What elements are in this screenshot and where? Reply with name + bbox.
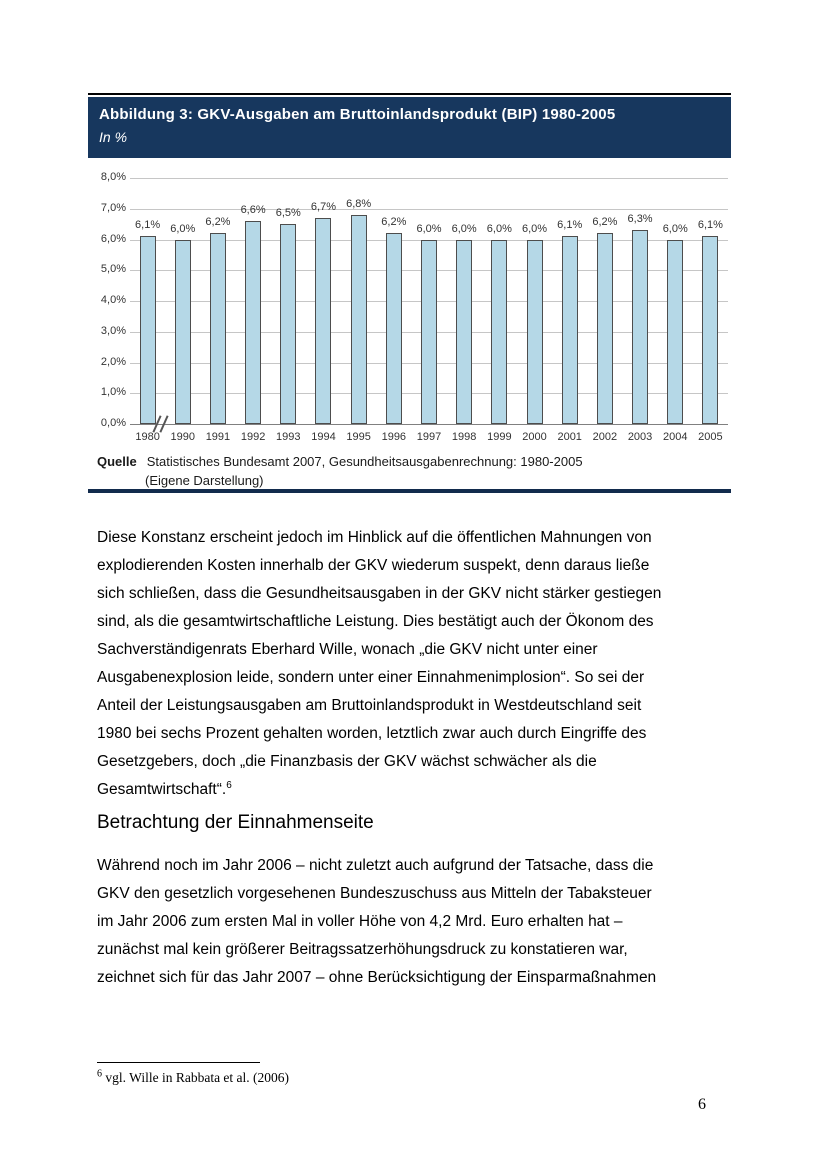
- figure-bottom-rule: [88, 489, 731, 493]
- bar-value-label: 6,0%: [451, 222, 477, 235]
- bar-1991: [210, 233, 226, 424]
- body-text-line: Sachverständigenrats Eberhard Wille, wonach „die GKV nicht unter einer: [97, 641, 598, 658]
- x-axis-tick-label: 1993: [276, 431, 301, 443]
- bar-2002: [597, 233, 613, 424]
- footnote: [97, 1070, 289, 1086]
- source-text-line1: Statistisches Bundesamt 2007, Gesundheitsausgabenrechnung: 1980-2005: [146, 454, 583, 469]
- body-text-line: Anteil der Leistungsausgaben am Bruttoinlandsprodukt in Westdeutschland seit: [97, 697, 642, 714]
- body-text-line: Diese Konstanz erscheint jedoch im Hinblick auf die öffentlichen Mahnungen von: [97, 529, 652, 546]
- bar-value-label: 6,1%: [135, 219, 161, 232]
- x-axis-tick-label: 1996: [381, 431, 407, 443]
- figure-title: Abbildung 3: GKV-Ausgaben am Bruttoinlandsprodukt (BIP) 1980-2005: [99, 106, 616, 123]
- y-axis-tick-label: 5,0%: [100, 263, 126, 276]
- y-axis-tick-label: 8,0%: [100, 171, 126, 183]
- footnote-text: vgl. Wille in Rabbata et al. (2006): [105, 1070, 290, 1085]
- gridline: [130, 178, 728, 179]
- y-axis-tick-label: 6,0%: [100, 232, 126, 245]
- body-text-line: zeichnet sich für das Jahr 2007 – ohne Berücksichtigung der Einsparmaßnahmen: [97, 969, 657, 986]
- footnote-marker: 6: [97, 1068, 102, 1080]
- bar-value-label: 6,1%: [697, 219, 723, 232]
- paragraph-2-lines: [97, 852, 739, 992]
- bar-2004: [667, 240, 683, 425]
- bar-value-label: 6,0%: [662, 222, 688, 235]
- bar-1995: [351, 215, 367, 424]
- bar-1997: [421, 240, 437, 425]
- body-text-line: sind, als die gesamtwirtschaftliche Leistung. Dies bestätigt auch der Ökonom des: [97, 613, 654, 630]
- bar-value-label: 6,3%: [627, 213, 653, 226]
- paragraph-1-lines: [97, 524, 739, 776]
- paragraph-1-last-line: [97, 776, 739, 804]
- figure-header: [88, 97, 731, 158]
- x-axis-tick-label: 2002: [592, 431, 618, 443]
- section-heading: Betrachtung der Einnahmenseite: [97, 812, 374, 833]
- figure-top-rule: [88, 93, 731, 95]
- y-axis-tick-label: 4,0%: [100, 294, 126, 306]
- bar-value-label: 6,0%: [170, 222, 196, 235]
- body-text-line: GKV den gesetzlich vorgesehenen Bundeszuschuss aus Mitteln der Tabaksteuer: [97, 885, 652, 902]
- x-axis-tick-label: 1995: [346, 431, 371, 443]
- paragraph-2: [97, 852, 739, 992]
- x-axis-tick-label: 1999: [487, 431, 512, 443]
- bar-1990: [175, 240, 191, 425]
- bar-1998: [456, 240, 472, 425]
- body-text-line: Gesetzgebers, doch „die Finanzbasis der GKV wächst schwächer als die: [97, 753, 597, 770]
- figure-subtitle: In %: [99, 129, 128, 145]
- bar-1999: [491, 240, 507, 425]
- bar-1996: [386, 233, 402, 424]
- y-axis-tick-label: 1,0%: [100, 386, 126, 399]
- bar-value-label: 6,1%: [557, 219, 583, 232]
- bar-2003: [632, 230, 648, 424]
- bar-value-label: 6,0%: [521, 222, 548, 235]
- y-axis-tick-label: 2,0%: [100, 355, 126, 368]
- x-axis-line: [130, 424, 728, 425]
- body-text-line: Während noch im Jahr 2006 – nicht zuletzt auch aufgrund der Tatsache, dass die: [97, 857, 654, 874]
- x-axis-tick-label: 1997: [416, 431, 442, 443]
- bar-value-label: 6,0%: [486, 222, 512, 235]
- bar-value-label: 6,2%: [205, 216, 231, 229]
- bar-value-label: 6,7%: [310, 200, 336, 213]
- x-axis-tick-label: 2000: [522, 431, 547, 443]
- bar-value-label: 6,2%: [592, 216, 618, 229]
- bar-value-label: 6,0%: [416, 222, 442, 235]
- bar-1980: [140, 236, 156, 424]
- gridline: [130, 209, 728, 210]
- x-axis-tick-label: 1998: [451, 431, 477, 443]
- bar-1992: [245, 221, 261, 424]
- bar-value-label: 6,2%: [381, 216, 407, 229]
- source-text-line2: (Eigene Darstellung): [145, 473, 264, 488]
- x-axis-tick-label: 1980: [135, 431, 160, 443]
- body-text-line: im Jahr 2006 zum ersten Mal in voller Höhe von 4,2 Mrd. Euro erhalten hat –: [97, 913, 623, 930]
- y-axis-tick-label: 0,0%: [100, 417, 126, 429]
- bar-1994: [315, 218, 331, 424]
- paragraph-1: [97, 524, 739, 804]
- bar-value-label: 6,6%: [240, 204, 266, 217]
- body-text-line: zunächst mal kein größerer Beitragssatzerhöhungsdruck zu konstatieren war,: [97, 941, 628, 958]
- x-axis-tick-label: 2005: [698, 431, 723, 443]
- bar-chart: [88, 158, 731, 454]
- figure-source: [88, 454, 731, 488]
- y-axis-tick-label: 3,0%: [100, 324, 126, 337]
- footnote-reference-6: 6: [226, 779, 232, 791]
- bar-2005: [702, 236, 718, 424]
- body-text-line: sich schließen, dass die Gesundheitsausgaben in der GKV nicht stärker gestiegen: [97, 585, 662, 602]
- y-axis-tick-label: 7,0%: [100, 201, 126, 214]
- bar-value-label: 6,8%: [346, 197, 372, 210]
- page-number: 6: [698, 1096, 706, 1113]
- source-label: Quelle: [97, 454, 137, 469]
- body-text-line: Ausgabenexplosion leide, sondern unter einer Einnahmenimplosion“. So sei der: [97, 669, 645, 686]
- paragraph-1-last-text: Gesamtwirtschaft“.: [97, 781, 227, 798]
- x-axis-tick-label: 1992: [240, 431, 266, 443]
- x-axis-tick-label: 2003: [627, 431, 653, 443]
- x-axis-tick-label: 1994: [311, 431, 336, 443]
- figure-abbildung-3: [88, 93, 731, 495]
- bar-2000: [527, 240, 543, 425]
- bar-value-label: 6,5%: [275, 207, 301, 220]
- x-axis-tick-label: 1990: [170, 431, 195, 443]
- x-axis-tick-label: 1991: [205, 431, 231, 443]
- body-text-line: 1980 bei sechs Prozent gehalten worden, letztlich zwar auch durch Eingriffe des: [97, 725, 647, 742]
- x-axis-tick-label: 2004: [662, 431, 688, 443]
- bar-2001: [562, 236, 578, 424]
- x-axis-tick-label: 2001: [557, 431, 582, 443]
- footnote-rule: [97, 1062, 260, 1063]
- bar-1993: [280, 224, 296, 424]
- body-text-line: explodierenden Kosten innerhalb der GKV wiederum suspekt, denn daraus ließe: [97, 557, 650, 574]
